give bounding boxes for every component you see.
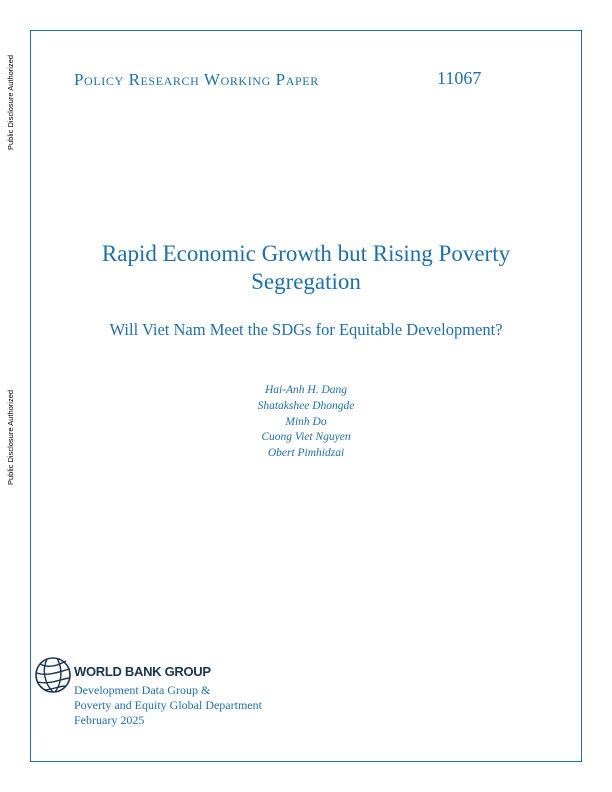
author-name: Obert Pimhidzai bbox=[267, 447, 345, 460]
author-name: Cuong Viet Nguyen bbox=[261, 431, 351, 444]
publication-date: February 2025 bbox=[74, 713, 145, 727]
department-line: Poverty and Equity Global Department bbox=[74, 698, 262, 712]
series-title: Policy Research Working Paper bbox=[74, 70, 319, 89]
author-list bbox=[156, 383, 456, 462]
paper-subtitle: Will Viet Nam Meet the SDGs for Equitable Development? bbox=[109, 320, 503, 339]
disclosure-label-middle: Public Disclosure Authorized bbox=[6, 389, 15, 485]
author-name: Hai-Anh H. Dang bbox=[264, 384, 348, 396]
department-info bbox=[74, 683, 262, 728]
author-name: Minh Do bbox=[285, 415, 327, 428]
paper-title: Rapid Economic Growth but Rising Poverty Segregation bbox=[101, 241, 511, 294]
author-name: Shatakshee Dhongde bbox=[257, 399, 355, 412]
world-bank-globe-icon bbox=[33, 655, 73, 695]
department-line: Development Data Group & bbox=[74, 683, 211, 697]
world-bank-group-wordmark: WORLD BANK GROUP bbox=[74, 664, 211, 679]
disclosure-label-top: Public Disclosure Authorized bbox=[6, 54, 15, 150]
paper-number: 11067 bbox=[437, 68, 482, 88]
